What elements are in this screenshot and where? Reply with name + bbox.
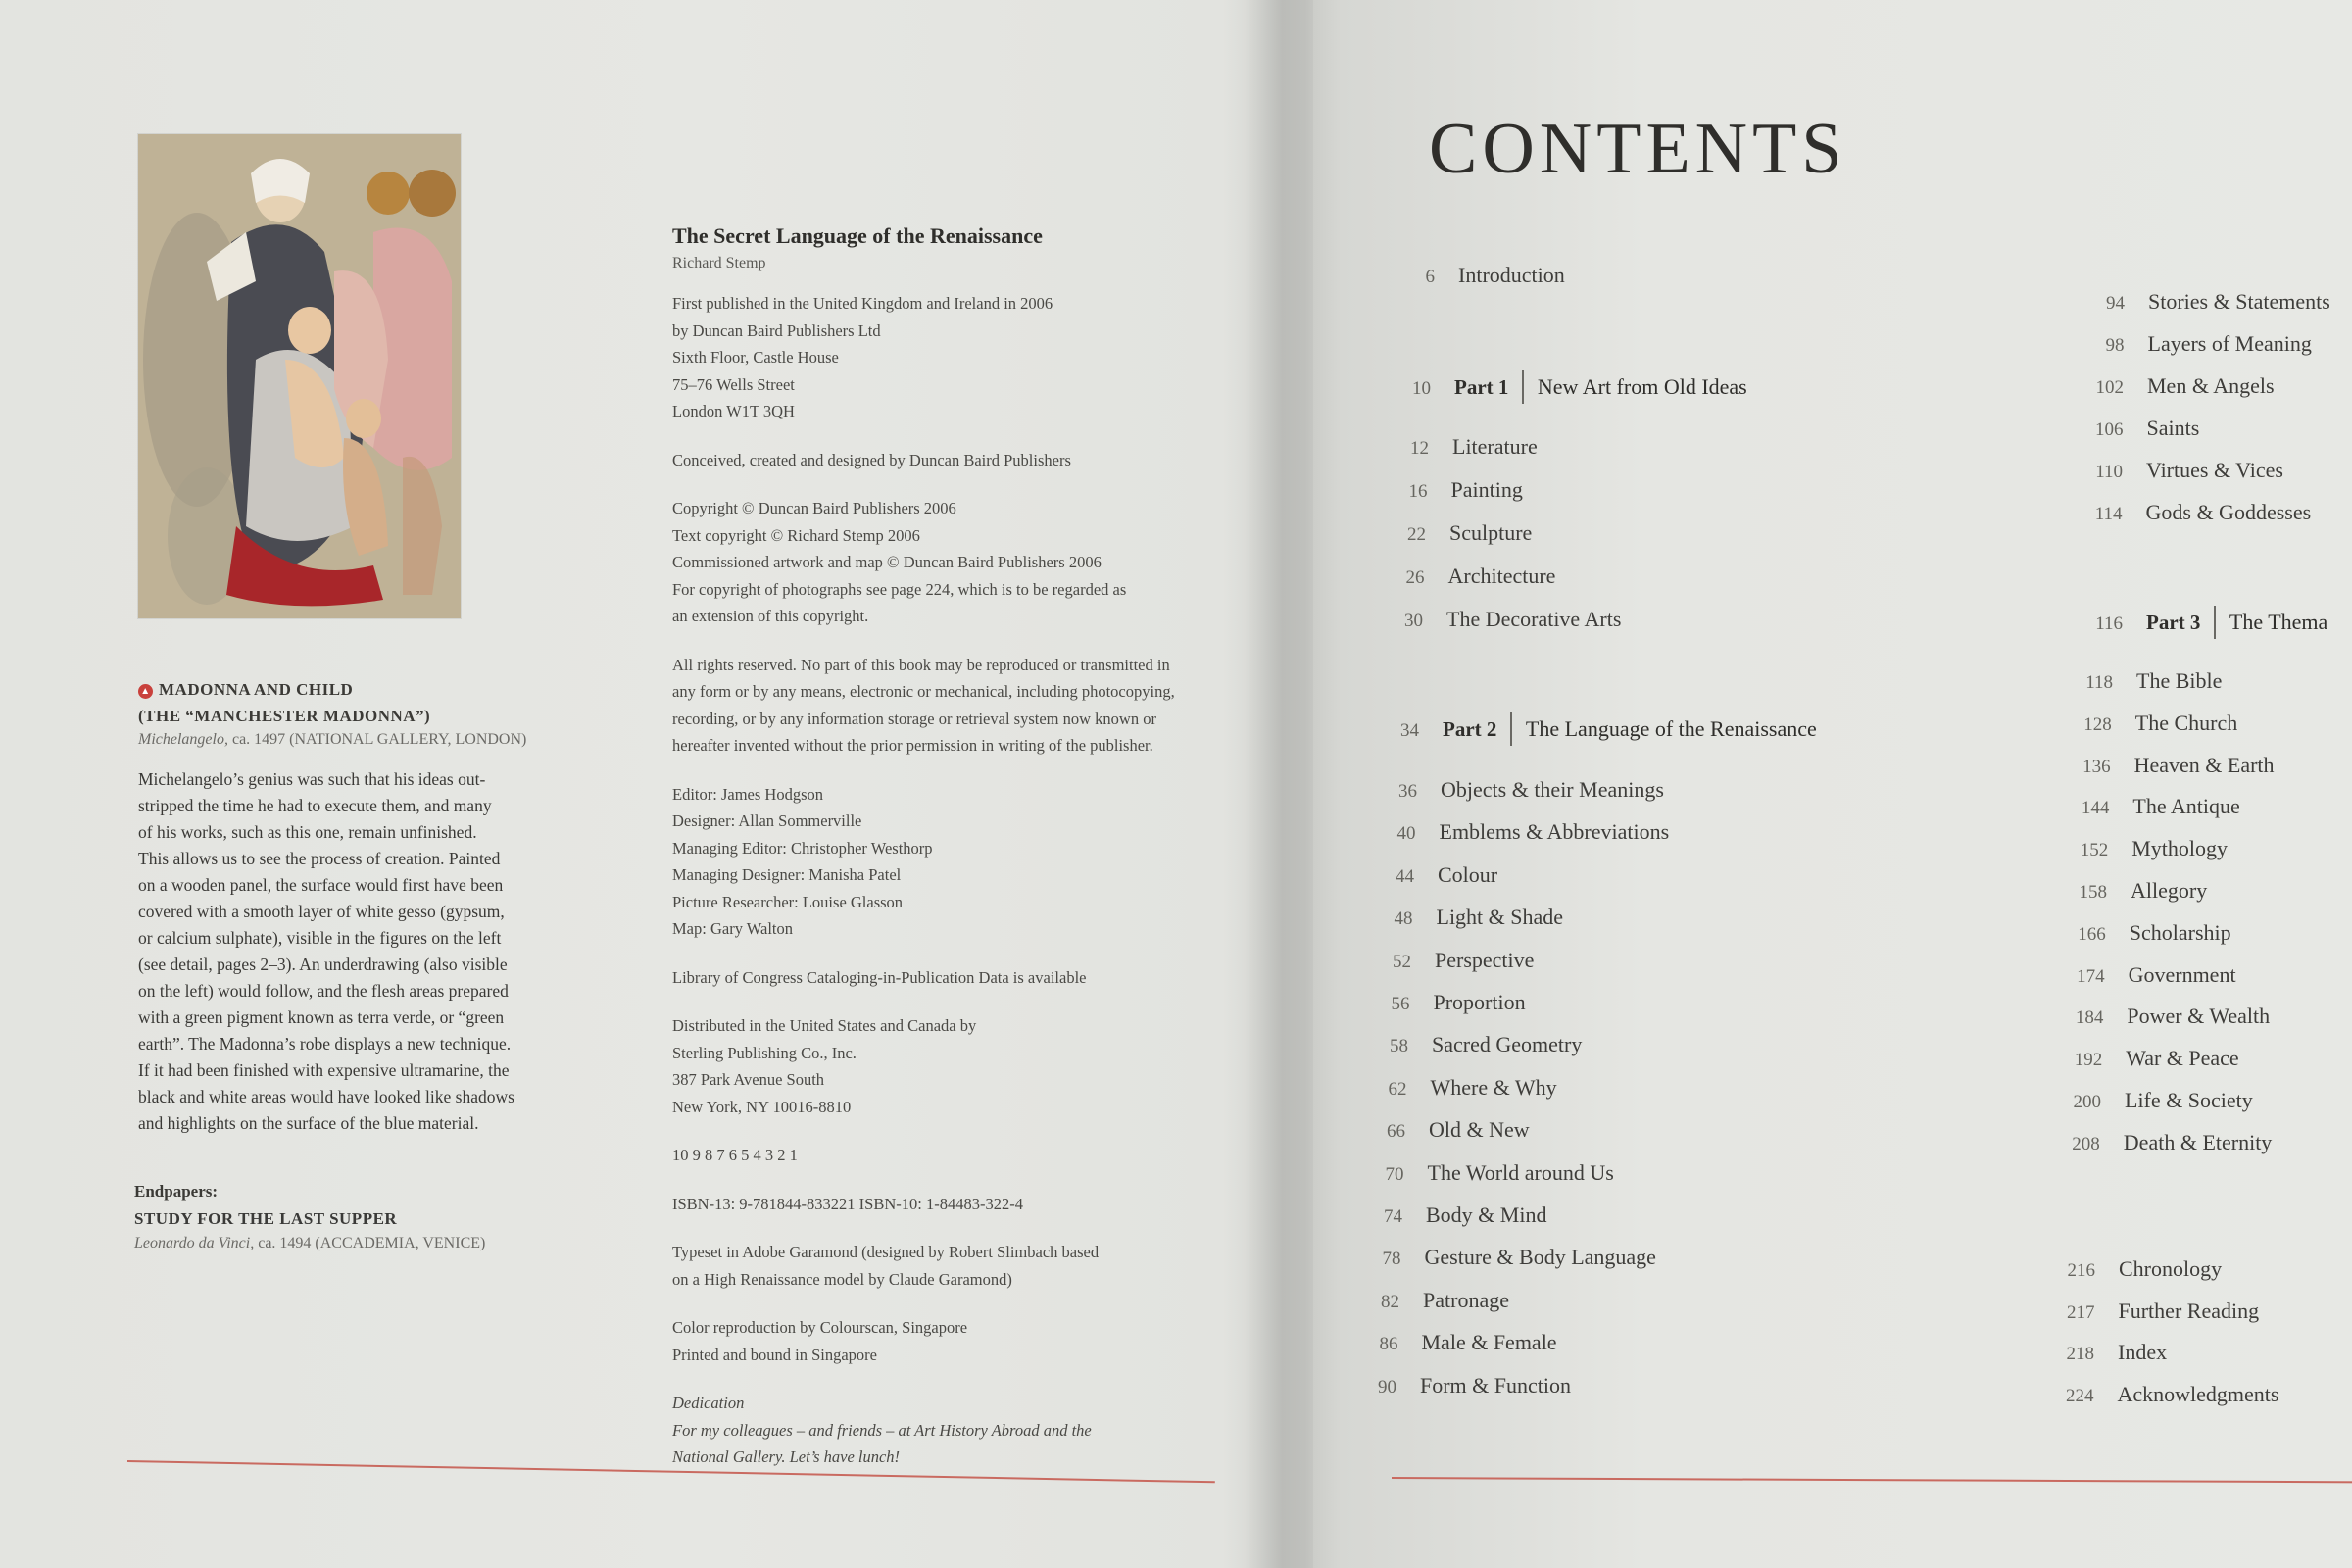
toc-page-number: 56 <box>1391 994 1410 1014</box>
toc-part-entry <box>1384 370 1747 404</box>
toc-page-number: 70 <box>1385 1163 1404 1185</box>
toc-title: Old & New <box>1429 1117 1530 1143</box>
toc-page-number: 174 <box>2077 965 2105 987</box>
endpapers-label: Endpapers: <box>134 1182 219 1200</box>
toc-title: New Art from Old Ideas <box>1537 374 1747 399</box>
toc-entry <box>1366 905 1564 930</box>
contents-heading: CONTENTS <box>1429 109 1847 189</box>
imprint-line: Distributed in the United States and Canada by <box>672 1016 977 1035</box>
caption-source: Michelangelo, ca. 1497 (NATIONAL GALLERY, LONDON) <box>138 731 527 748</box>
toc-page-number: 192 <box>2074 1050 2103 1071</box>
toc-entry <box>1378 564 1556 589</box>
toc-entry <box>1382 434 1538 460</box>
toc-page-number: 16 <box>1408 481 1428 502</box>
toc-part-divider <box>2214 606 2216 639</box>
toc-page-number: 98 <box>2105 335 2125 356</box>
imprint-line: 387 Park Avenue South <box>672 1070 825 1089</box>
imprint-line: hereafter invented without the prior permission in writing of the publisher. <box>672 736 1153 755</box>
toc-entry <box>2066 668 2222 694</box>
toc-title: Stories & Statements <box>2148 289 2330 314</box>
toc-entry <box>2078 289 2330 315</box>
toc-title: Gods & Goddesses <box>2145 500 2312 524</box>
caption-body: Michelangelo’s genius was such that his ideas out- stripped the time he had to execute them, and many of his works, such as this one, remain unfinished. This allows us to see the process of creation. Painted on a wooden panel, the surface would first have been covered with a smooth layer of white gesso (gypsum, or calcium sulphate), visible in the figures on the left (see detail, pages 2–3). An underdrawing (also visible on the left) would follow, and the flesh areas prepared with a green pigment known as terra verde, or “green earth”. The Madonna’s robe displays a new technique. If it had been finished with expensive ultramarine, the black and white areas would have looked like shadows and highlights on the surface of the blue material. <box>138 769 514 1133</box>
toc-page-number: 128 <box>2083 713 2112 735</box>
toc-title: Perspective <box>1435 947 1535 972</box>
toc-page-number: 200 <box>2073 1092 2101 1112</box>
book-author: Richard Stemp <box>672 255 766 271</box>
toc-entry <box>2064 753 2275 778</box>
toc-page-number: 184 <box>2075 1007 2104 1029</box>
toc-page-number: 36 <box>1398 781 1417 802</box>
toc-page-number: 152 <box>2080 840 2109 861</box>
toc-title: Layers of Meaning <box>2147 331 2312 356</box>
toc-entry <box>2076 500 2312 525</box>
toc-part-entry <box>2076 606 2328 639</box>
imprint-line: First published in the United Kingdom and Ireland in 2006 <box>672 294 1054 313</box>
imprint-line: Text copyright © Richard Stemp 2006 <box>672 525 920 545</box>
toc-page-number: 12 <box>1410 438 1429 459</box>
imprint-line: For copyright of photographs see page 224, which is to be regarded as <box>672 579 1127 599</box>
toc-entry <box>2047 1340 2167 1365</box>
toc-title: Chronology <box>2119 1256 2223 1281</box>
toc-entry <box>1352 1288 1509 1313</box>
toc-page-number: 106 <box>2095 419 2124 440</box>
imprint-line: All rights reserved. No part of this book may be reproduced or transmitted in <box>672 655 1170 674</box>
imprint-line: New York, NY 10016-8810 <box>672 1097 852 1116</box>
toc-entry <box>1367 862 1497 888</box>
toc-entry <box>1361 1032 1582 1057</box>
toc-entry <box>1381 477 1523 503</box>
toc-page-number: 90 <box>1378 1376 1396 1397</box>
caption-title: ▲ MADONNA AND CHILD (THE “MANCHESTER MADONNA”) <box>138 680 431 725</box>
toc-entry <box>2065 710 2237 736</box>
toc-title: Mythology <box>2132 836 2228 861</box>
imprint-line: Typeset in Adobe Garamond (designed by Robert Slimbach based <box>672 1243 1100 1261</box>
toc-entry <box>2048 1298 2260 1324</box>
toc-page-number: 78 <box>1382 1249 1401 1270</box>
toc-entry <box>2056 1004 2270 1029</box>
toc-page-number: 62 <box>1388 1078 1407 1100</box>
toc-entry <box>1379 520 1532 546</box>
toc-title: Proportion <box>1433 990 1526 1014</box>
toc-entry <box>1363 990 1526 1015</box>
toc-entry <box>2059 920 2231 946</box>
toc-entry <box>2047 1382 2279 1407</box>
toc-page-number: 86 <box>1379 1334 1398 1355</box>
book-title: The Secret Language of the Renaissance <box>672 223 1043 248</box>
toc-entry <box>2048 1256 2222 1282</box>
toc-title: Life & Society <box>2125 1088 2253 1112</box>
toc-title: Men & Angels <box>2147 373 2275 398</box>
toc-entry <box>1360 1075 1557 1101</box>
toc-page-number: 52 <box>1393 951 1411 972</box>
endpapers-source: Leonardo da Vinci, ca. 1494 (ACCADEMIA, VENICE) <box>134 1235 486 1251</box>
toc-title: Body & Mind <box>1426 1202 1547 1227</box>
toc-title: Death & Eternity <box>2123 1129 2273 1154</box>
toc-title: The Thema <box>2229 610 2328 634</box>
toc-entry <box>2061 836 2228 861</box>
toc-page-number: 74 <box>1384 1206 1402 1227</box>
toc-entry <box>2060 878 2207 904</box>
imprint-line: Sterling Publishing Co., Inc. <box>672 1043 857 1062</box>
imprint-line: Conceived, created and designed by Duncan Baird Publishers <box>672 450 1071 469</box>
toc-title: Virtues & Vices <box>2146 458 2283 482</box>
imprint-line: recording, or by any information storage or retrieval system now known or <box>672 709 1156 728</box>
toc-title: Patronage <box>1423 1287 1509 1312</box>
imprint-line: Color reproduction by Colourscan, Singapore <box>672 1318 968 1337</box>
toc-title: Male & Female <box>1421 1330 1557 1355</box>
toc-title: Sculpture <box>1449 520 1533 545</box>
toc-page-number: 114 <box>2094 504 2123 524</box>
toc-title: Heaven & Earth <box>2133 752 2275 777</box>
toc-entry <box>1370 777 1664 803</box>
endpapers-title: STUDY FOR THE LAST SUPPER <box>134 1209 398 1228</box>
toc-entry <box>1351 1330 1557 1355</box>
toc-title: Emblems & Abbreviations <box>1439 819 1670 845</box>
toc-page-number: 40 <box>1396 823 1416 845</box>
toc-title: Colour <box>1438 861 1498 887</box>
toc-title: Gesture & Body Language <box>1424 1245 1656 1270</box>
toc-title: Light & Shade <box>1436 905 1564 930</box>
toc-title: The World around Us <box>1427 1159 1614 1185</box>
toc-entry <box>1369 819 1670 845</box>
toc-page-number: 34 <box>1400 720 1419 741</box>
toc-page-number: 58 <box>1390 1036 1408 1057</box>
imprint-line: Editor: James Hodgson <box>672 784 823 804</box>
toc-entry <box>1354 1245 1656 1270</box>
toc-part-label: Part 3 <box>2146 611 2201 634</box>
toc-title: Further Reading <box>2118 1298 2260 1323</box>
toc-title: The Bible <box>2136 668 2223 693</box>
toc-title: Allegory <box>2131 878 2208 903</box>
toc-entry <box>1355 1202 1546 1228</box>
toc-page-number: 110 <box>2095 462 2123 482</box>
toc-part-divider <box>1510 712 1512 746</box>
toc-entry <box>1357 1160 1614 1186</box>
toc-part-label: Part 2 <box>1443 717 1497 741</box>
imprint-line: London W1T 3QH <box>672 402 795 420</box>
imprint-line: Library of Congress Cataloging-in-Publication Data is available <box>672 967 1087 987</box>
toc-page-number: 82 <box>1381 1291 1399 1312</box>
imprint-line: an extension of this copyright. <box>672 607 869 625</box>
toc-page-number: 118 <box>2085 672 2113 693</box>
imprint-line: Copyright © Duncan Baird Publishers 2006 <box>672 499 956 517</box>
toc-title: Sacred Geometry <box>1432 1032 1583 1057</box>
toc-page-number: 136 <box>2082 756 2111 777</box>
toc-title: The Church <box>2134 710 2238 735</box>
toc-page-number: 116 <box>2095 613 2123 634</box>
toc-page-number: 208 <box>2072 1133 2100 1154</box>
toc-entry <box>1364 948 1534 973</box>
toc-title: Acknowledgments <box>2117 1381 2279 1406</box>
toc-title: Form & Function <box>1420 1372 1572 1397</box>
toc-title: Scholarship <box>2129 919 2231 945</box>
toc-page-number: 94 <box>2106 293 2125 314</box>
toc-entry <box>2053 1130 2273 1155</box>
toc-entry <box>1349 1373 1571 1398</box>
dedication: Dedication For my colleagues – and friends – at Art History Abroad and the National Gallery. Let’s have lunch! <box>672 1394 1092 1466</box>
toc-entry <box>1376 607 1621 632</box>
toc-page-number: 102 <box>2095 377 2124 398</box>
imprint-line: Printed and bound in Singapore <box>672 1345 877 1364</box>
toc-page-number: 166 <box>2078 923 2106 945</box>
toc-title: War & Peace <box>2126 1046 2239 1071</box>
imprint-line: any form or by any means, electronic or mechanical, including photocopying, <box>672 682 1175 701</box>
toc-page-number: 218 <box>2066 1344 2094 1364</box>
toc-page-number: 6 <box>1425 267 1435 287</box>
toc-page-number: 26 <box>1405 567 1425 588</box>
toc-entry <box>2076 458 2283 483</box>
imprint-line: by Duncan Baird Publishers Ltd <box>672 320 881 340</box>
toc-title: Power & Wealth <box>2127 1004 2271 1029</box>
toc-entry <box>2062 794 2239 819</box>
imprint-line: Commissioned artwork and map © Duncan Baird Publishers 2006 <box>672 553 1102 571</box>
toc-title: Government <box>2128 961 2236 987</box>
toc-entry <box>2055 1046 2239 1071</box>
toc-entry <box>2077 373 2275 399</box>
toc-entry <box>2054 1088 2253 1113</box>
toc-title: The Decorative Arts <box>1446 607 1622 631</box>
imprint-line: Map: Gary Walton <box>672 919 794 938</box>
toc-page-number: 10 <box>1412 378 1431 399</box>
toc-page-number: 66 <box>1387 1121 1405 1143</box>
toc-title: Saints <box>2146 416 2200 440</box>
toc-entry <box>2077 416 2200 441</box>
toc-title: Where & Why <box>1430 1074 1557 1100</box>
imprint-line: 10 9 8 7 6 5 4 3 2 1 <box>672 1146 798 1164</box>
imprint-line: Managing Editor: Christopher Westhorp <box>672 838 933 858</box>
toc-page-number: 44 <box>1396 865 1414 887</box>
toc-entry <box>2058 962 2236 988</box>
toc-page-number: 144 <box>2081 798 2110 819</box>
toc-title: Introduction <box>1458 263 1565 287</box>
toc-page-number: 224 <box>2066 1385 2094 1406</box>
toc-title: Painting <box>1450 477 1523 502</box>
imprint-line: 75–76 Wells Street <box>672 374 795 394</box>
imprint-line: on a High Renaissance model by Claude Garamond) <box>672 1269 1012 1289</box>
imprint-line: Designer: Allan Sommerville <box>672 811 862 830</box>
toc-part-label: Part 1 <box>1454 375 1509 399</box>
toc-page-number: 158 <box>2079 882 2107 903</box>
toc-part-entry <box>1372 712 1817 746</box>
toc-part-divider <box>1522 370 1524 404</box>
toc-page-number: 48 <box>1394 908 1413 930</box>
toc-title: The Antique <box>2132 794 2240 819</box>
toc-title: Index <box>2118 1340 2168 1364</box>
toc-entry <box>1388 263 1565 288</box>
toc-title: Literature <box>1452 434 1538 459</box>
imprint-line: Picture Researcher: Louise Glasson <box>672 892 904 911</box>
toc-entry <box>2078 331 2312 357</box>
toc-title: Objects & their Meanings <box>1441 777 1664 802</box>
imprint-line: Sixth Floor, Castle House <box>672 348 839 367</box>
toc-title: The Language of the Renaissance <box>1525 716 1817 741</box>
toc-entry <box>1358 1117 1530 1143</box>
toc-page-number: 216 <box>2067 1260 2095 1281</box>
caption-marker-icon: ▲ <box>138 684 153 699</box>
toc-page-number: 217 <box>2067 1301 2095 1323</box>
imprint-line: ISBN-13: 9-781844-833221 ISBN-10: 1-84483-322-4 <box>672 1194 1023 1213</box>
toc-title: Architecture <box>1447 564 1556 588</box>
toc-page-number: 22 <box>1407 524 1426 545</box>
toc-page-number: 30 <box>1404 611 1423 631</box>
imprint-line: Managing Designer: Manisha Patel <box>672 865 902 884</box>
